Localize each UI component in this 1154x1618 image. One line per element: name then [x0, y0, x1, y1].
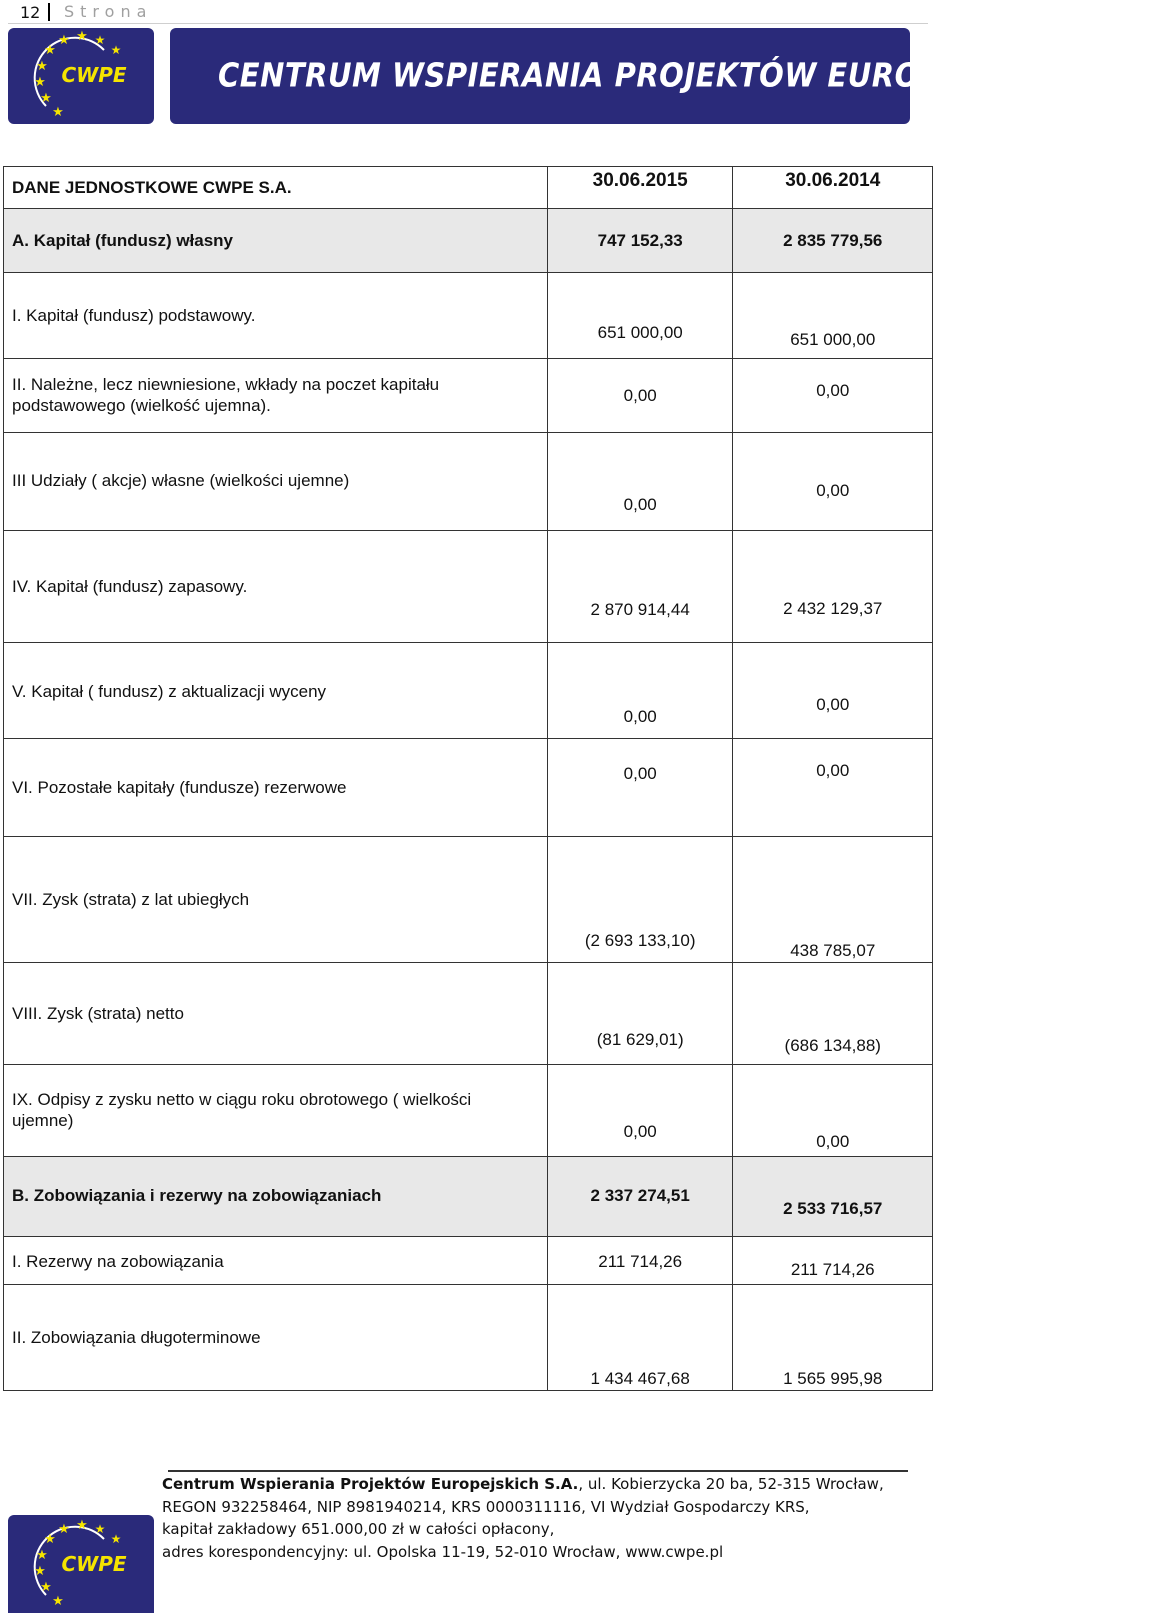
cwpe-logo: [8, 28, 154, 124]
table-row: [4, 1157, 933, 1237]
value-text: 0,00: [623, 386, 657, 405]
table-row: [4, 1065, 933, 1157]
row-value-2014: [733, 1237, 933, 1285]
row-label-text: II. Zobowiązania długoterminowe: [12, 1328, 261, 1347]
value-text: 2 870 914,44: [590, 600, 690, 619]
row-value-2014: [733, 963, 933, 1065]
balance-sheet-table: [3, 166, 933, 1391]
value-text: 1 565 995,98: [783, 1369, 883, 1388]
row-label-text: I. Rezerwy na zobowiązania: [12, 1252, 224, 1271]
svg-text:★: ★: [58, 32, 70, 47]
table-header-col2: [733, 167, 933, 209]
footer-company-name: Centrum Wspierania Projektów Europejskich S.A.: [162, 1475, 579, 1493]
footer-address-line: , ul. Kobierzycka 20 ba, 52-315 Wrocław,: [578, 1475, 884, 1493]
svg-text:★: ★: [94, 33, 106, 47]
svg-text:★: ★: [58, 1521, 70, 1536]
table-header-row: [4, 167, 933, 209]
svg-text:★: ★: [44, 42, 56, 57]
value-text: 0,00: [816, 481, 850, 500]
value-text: 2 337 274,51: [590, 1186, 690, 1205]
value-text: (81 629,01): [596, 1030, 684, 1049]
row-label-text: IX. Odpisy z zysku netto w ciągu roku obrotowego ( wielkości ujemne): [12, 1090, 472, 1130]
row-label-text: V. Kapitał ( fundusz) z aktualizacji wyceny: [12, 682, 327, 701]
svg-text:★: ★: [36, 1547, 48, 1562]
table-row: [4, 273, 933, 359]
svg-text:★: ★: [110, 43, 122, 57]
row-value-2014: [733, 739, 933, 837]
row-label-text: II. Należne, lecz niewniesione, wkłady na poczet kapitału podstawowego (wielkość ujemna).: [12, 375, 440, 415]
table-row: [4, 531, 933, 643]
table-row: [4, 643, 933, 739]
footer-line-2: REGON 932258464, NIP 8981940214, KRS 0000311116, VI Wydział Gospodarczy KRS,: [162, 1497, 810, 1516]
row-value-2015: [547, 209, 733, 273]
footer-line-1: [162, 1473, 922, 1496]
row-label-text: VIII. Zysk (strata) netto: [12, 1004, 184, 1023]
table-header-label: [4, 167, 548, 209]
row-value-2014: [733, 837, 933, 963]
header-col2-text: 30.06.2014: [785, 170, 881, 191]
row-value-2015: [547, 1237, 733, 1285]
svg-text:★: ★: [52, 1593, 64, 1608]
value-text: (2 693 133,10): [584, 931, 696, 950]
row-value-2015: [547, 837, 733, 963]
table-row: [4, 359, 933, 433]
value-text: 2 835 779,56: [783, 231, 883, 250]
row-value-2015: [547, 739, 733, 837]
row-value-2014: [733, 209, 933, 273]
row-value-2015: [547, 359, 733, 433]
header-label-text: DANE JEDNOSTKOWE CWPE S.A.: [12, 178, 292, 197]
row-value-2014: [733, 359, 933, 433]
value-text: 2 533 716,57: [783, 1199, 883, 1218]
row-value-2015: [547, 273, 733, 359]
row-label: [4, 739, 548, 837]
table-row: [4, 739, 933, 837]
svg-text:★: ★: [34, 74, 46, 89]
table-row: [4, 1237, 933, 1285]
row-label-text: I. Kapitał (fundusz) podstawowy.: [12, 306, 256, 325]
table-row: [4, 433, 933, 531]
row-label: [4, 209, 548, 273]
row-label-text: IV. Kapitał (fundusz) zapasowy.: [12, 577, 248, 596]
svg-text:★: ★: [110, 1532, 122, 1546]
value-text: 211 714,26: [598, 1252, 683, 1271]
value-text: 747 152,33: [597, 231, 683, 250]
row-value-2014: [733, 1285, 933, 1391]
row-label: [4, 273, 548, 359]
value-text: 438 785,07: [790, 941, 876, 960]
row-label-text: A. Kapitał (fundusz) własny: [12, 231, 234, 250]
svg-text:★: ★: [94, 1522, 106, 1536]
value-text: 0,00: [816, 695, 850, 714]
row-label-text: B. Zobowiązania i rezerwy na zobowiązaniach: [12, 1186, 382, 1205]
row-label: [4, 359, 548, 433]
footer-line-3: kapitał zakładowy 651.000,00 zł w całości opłacony,: [162, 1520, 555, 1538]
row-label: [4, 1157, 548, 1237]
row-value-2015: [547, 1157, 733, 1237]
row-value-2015: [547, 643, 733, 739]
table-row: [4, 209, 933, 273]
row-label-text: VII. Zysk (strata) z lat ubiegłych: [12, 890, 250, 909]
value-text: 0,00: [816, 761, 850, 780]
footer-divider: [168, 1470, 908, 1472]
row-value-2014: [733, 273, 933, 359]
page-number-separator: [48, 3, 50, 21]
value-text: 2 432 129,37: [783, 599, 883, 618]
row-value-2014: [733, 531, 933, 643]
footer-cwpe-logo: [8, 1515, 154, 1613]
cwpe-logo-icon: [8, 28, 154, 124]
svg-text:★: ★: [40, 1579, 52, 1594]
row-label: [4, 1237, 548, 1285]
row-value-2015: [547, 1285, 733, 1391]
value-text: (686 134,88): [784, 1036, 881, 1055]
value-text: 0,00: [623, 764, 657, 783]
value-text: 0,00: [623, 1122, 657, 1141]
row-value-2014: [733, 1157, 933, 1237]
footer-address: [162, 1473, 922, 1563]
banner-text: CENTRUM WSPIERANIA PROJEKTÓW EUROPEJSKICH S.A.: [218, 55, 1154, 95]
row-label: [4, 531, 548, 643]
value-text: 1 434 467,68: [590, 1369, 690, 1388]
row-label: [4, 1065, 548, 1157]
row-value-2014: [733, 1065, 933, 1157]
svg-text:★: ★: [44, 1531, 56, 1546]
svg-text:★: ★: [40, 90, 52, 105]
svg-text:★: ★: [76, 28, 88, 43]
row-label: [4, 837, 548, 963]
svg-text:★: ★: [36, 58, 48, 73]
row-value-2014: [733, 433, 933, 531]
header-col1-text: 30.06.2015: [592, 170, 688, 191]
page-header: [8, 0, 928, 24]
value-text: 0,00: [623, 495, 657, 514]
row-label: [4, 433, 548, 531]
row-label: [4, 963, 548, 1065]
row-value-2015: [547, 433, 733, 531]
logo-text: CWPE: [61, 1552, 127, 1576]
row-value-2015: [547, 963, 733, 1065]
value-text: 0,00: [816, 381, 850, 400]
value-text: 0,00: [816, 1132, 850, 1151]
table-header-col1: [547, 167, 733, 209]
value-text: 0,00: [623, 707, 657, 726]
table-row: [4, 1285, 933, 1391]
svg-text:★: ★: [76, 1517, 88, 1532]
value-text: 651 000,00: [790, 330, 876, 349]
cwpe-logo-icon: [8, 1515, 154, 1613]
logo-text: CWPE: [61, 63, 127, 87]
value-text: 211 714,26: [790, 1260, 875, 1279]
svg-text:★: ★: [34, 1563, 46, 1578]
row-label: [4, 1285, 548, 1391]
row-label-text: III Udziały ( akcje) własne (wielkości ujemne): [12, 471, 350, 490]
footer-line-4: adres korespondencyjny: ul. Opolska 11-19, 52-010 Wrocław, www.cwpe.pl: [162, 1542, 724, 1561]
table-row: [4, 963, 933, 1065]
company-banner: [170, 28, 1154, 124]
row-value-2015: [547, 1065, 733, 1157]
svg-text:★: ★: [52, 104, 64, 119]
page-word: Strona: [64, 2, 153, 21]
row-value-2015: [547, 531, 733, 643]
row-value-2014: [733, 643, 933, 739]
table-row: [4, 837, 933, 963]
page-number: 12: [20, 3, 41, 22]
row-label-text: VI. Pozostałe kapitały (fundusze) rezerwowe: [12, 778, 347, 797]
value-text: 651 000,00: [597, 323, 683, 342]
row-label: [4, 643, 548, 739]
